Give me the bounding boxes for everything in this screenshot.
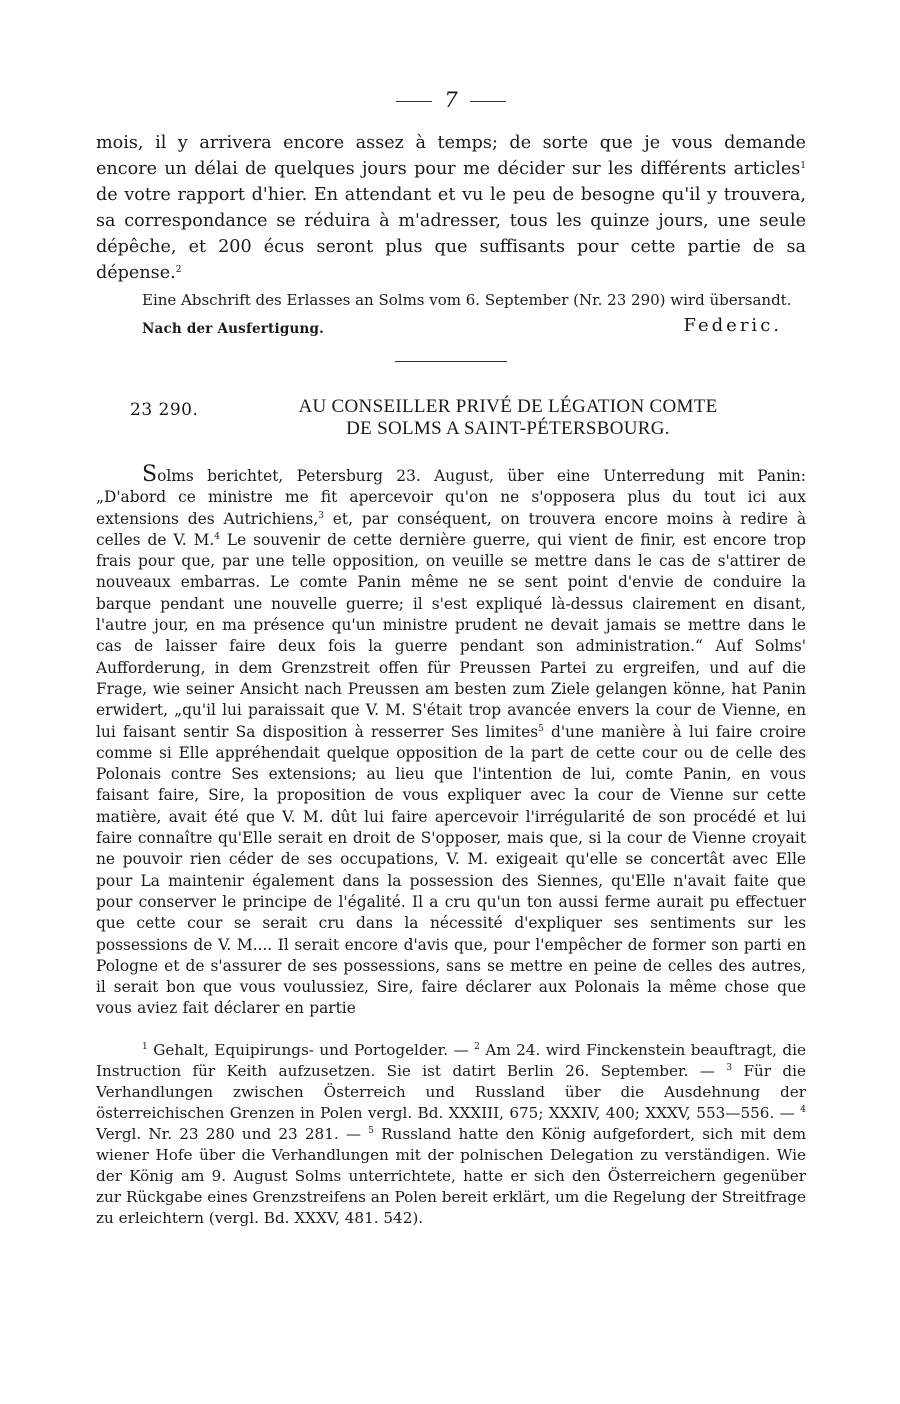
body-text-3: Le souvenir de cette dernière guerre, qui vient de finir, est encore trop frais pour que, par une telle opposition, on veuille se mettre dans le cas de s'attirer de nouveaux embarras. Le comte Panin même ne se sent point d'envie de conduire la barque pendant une nouvelle guerre; il s'est expliqué là-dessus clairement en disant, l'autre jour, en ma présence qu'un ministre prudent ne devait jamais se mettre dans le cas de laisser faire deux fois la guerre pendant son administration.“ Auf Solms' Aufforderung, in dem Grenzstreit offen für Preussen Partei zu ergreifen, und auf die Frage, wie seiner Ansicht nach Preussen am besten zum Ziele gelangen könne, hat Panin erwidert, „qu'il lui paraissait que V. M. S'était trop avancée envers la cour de Vienne, en lui faisant sentir Sa disposition à resserrer Ses limites — [96, 530, 806, 741]
footnote-ref-1: 1 — [800, 161, 806, 171]
page-number-value: 7 — [444, 88, 458, 112]
footnote-ref-3: 3 — [318, 510, 324, 521]
footnote-ref-4: 4 — [214, 531, 220, 542]
section-title-line-1: AU CONSEILLER PRIVÉ DE LÉGATION COMTE — [298, 396, 718, 417]
lead-text-2: de votre rapport d'hier. En attendant et vu le peu de besogne qu'il y trouvera, sa correspondance se réduira à m'adresser, tous les quinze jours, une seule dépêche, et 200 écus seront plus que suffisants pour cette partie de sa dépense. — [96, 185, 806, 283]
page-number — [96, 86, 806, 114]
footnote-text-2: Am 24. wird Finckenstein beauftragt, die Instruction für Keith aufzusetzen. Sie ist datirt Berlin 26. September. — — [96, 1040, 806, 1080]
section-number: 23 290. — [130, 400, 199, 420]
footnote-mark-3: 3 — [726, 1062, 733, 1073]
page-number-dash-left — [396, 101, 432, 102]
footnote-ref-5: 5 — [538, 723, 544, 734]
signature-row — [96, 315, 806, 341]
footnote-text-3: Für die Verhandlungen zwischen Österreich und Russland über die Ausdehnung der österreichischen Grenzen in Polen vergl. Bd. XXXIII, 675; XXXIV, 400; XXXV, 553—556. — — [96, 1061, 806, 1122]
lead-paragraph — [96, 130, 806, 286]
section-title — [228, 396, 788, 440]
section-heading — [96, 396, 806, 446]
footnote-mark-1: 1 — [142, 1041, 148, 1052]
footnotes — [96, 1040, 806, 1229]
editorial-note: Eine Abschrift des Erlasses an Solms vom 6. September (Nr. 23 290) wird übersandt. — [142, 291, 792, 309]
body-text-2: et, par conséquent, on trouvera encore moins à redire à celles de V. M. — [96, 509, 806, 549]
section-separator — [395, 361, 507, 362]
footnote-ref-2: 2 — [175, 265, 182, 275]
source-note: Nach der Ausfertigung. — [142, 321, 325, 337]
page-number-dash-right — [470, 101, 506, 102]
section-title-line-2: DE SOLMS A SAINT-PÉTERSBOURG. — [346, 418, 670, 439]
signature: Federic. — [683, 315, 782, 336]
footnote-mark-4: 4 — [800, 1104, 806, 1115]
footnote-text-5: Russland hatte den König aufgefordert, sich mit dem wiener Hofe über die Verhandlungen mit der polnischen Delegation zu verständigen. Wie der König am 9. August Solms unterrichtete, hatte er sich den Österreichern gegenüber zur Rückgabe eines Grenzstreifens an Polen bereit erklärt, um die Regelung der Streitfrage zu erleichtern (vergl. Bd. XXXV, 481. 542). — [96, 1124, 806, 1227]
body-text-4: d'une manière à lui faire croire comme si Elle appréhendait quelque opposition de la part de cette cour ou de celle des Polonais contre Ses extensions; au lieu que l'intention de lui, comte Panin, en vous faisant faire, Sire, la proposition de vous expliquer avec la cour de Vienne sur cette matière, avait été que V. M. dût lui faire apercevoir l'irrégularité de son procédé et lui faire connaître qu'Elle serait en droit de S'opposer, mais que, si la cour de Vienne croyait ne pouvoir rien céder de ses occupations, V. M. exigeait qu'elle se concertât avec Elle pour La maintenir également dans la possession des Siennes, qu'Elle n'avait faite que pour conserver le principe de l'égalité. Il a cru qu'un ton aussi ferme aurait pu effectuer que cette cour se serait cru dans la nécessité d'expliquer ses sentiments sur les possessions de V. M.... Il serait encore d'avis que, pour l'empêcher de former son parti en Pologne et de s'assurer de ses possessions, sans se mettre en peine de celles des autres, il serait bon que vous voulussiez, Sire, faire déclarer aux Polonais la même chose que vous aviez fait déclarer en partie — [96, 722, 806, 1018]
lead-text-1: mois, il y arrivera encore assez à temps; de sorte que je vous demande encore un délai de quelques jours pour me décider sur les différents articles — [96, 133, 806, 179]
body-paragraph — [96, 464, 806, 1020]
footnote-text-4: Vergl. Nr. 23 280 und 23 281. — — [96, 1124, 369, 1143]
document-page — [96, 86, 806, 1229]
body-text-1: olms berichtet, Petersburg 23. August, über eine Unterredung mit Panin: „D'abord ce ministre me fit apercevoir qu'on ne s'opposera plus du tout ici aux extensions des Autrichiens, — [96, 467, 806, 528]
footnote-text-1: Gehalt, Equipirungs- und Portogelder. — — [147, 1040, 475, 1059]
footnote-mark-5: 5 — [368, 1125, 374, 1136]
initial-letter: S — [142, 462, 158, 487]
footnote-mark-2: 2 — [474, 1041, 480, 1052]
